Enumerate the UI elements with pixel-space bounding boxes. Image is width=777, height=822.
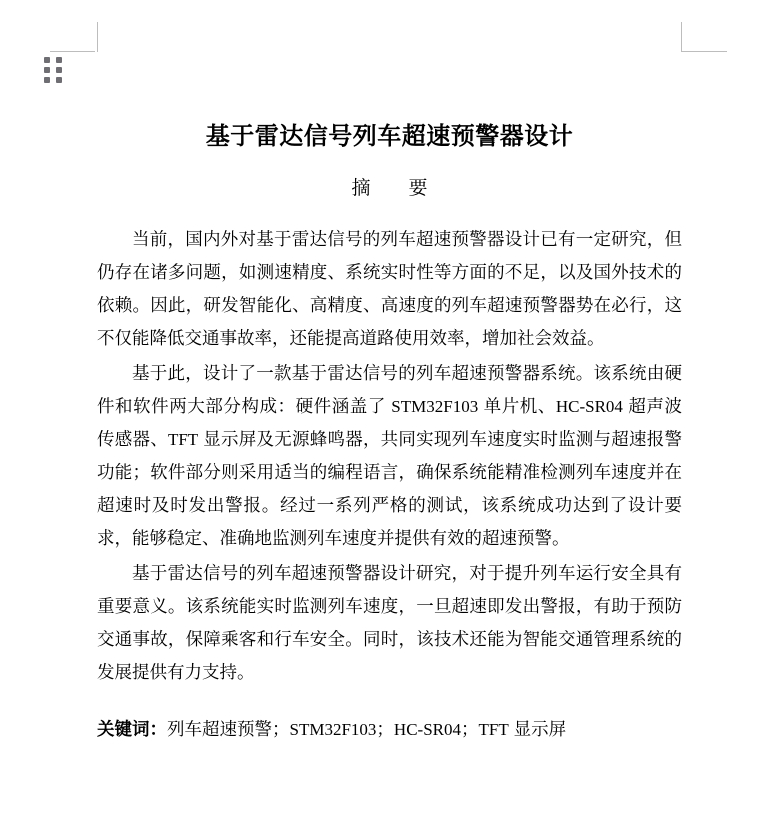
abstract-paragraph-2	[97, 357, 682, 555]
drag-handle-dot	[56, 57, 62, 63]
latin-term: STM32F103	[289, 720, 377, 739]
abstract-paragraph-3: 基于雷达信号的列车超速预警器设计研究，对于提升列车运行安全具有重要意义。该系统能实时监测列车速度，一旦超速即发出警报，有助于预防交通事故，保障乘客和行车安全。同时，该技术还能为智能交通管理系统的发展提供有力支持。	[97, 563, 682, 682]
drag-handle-dot	[56, 77, 62, 83]
paragraph-list	[97, 204, 682, 689]
six-dot-drag-handle-icon[interactable]	[44, 57, 64, 84]
keywords-label: 关键词：	[97, 719, 167, 739]
cjk-run: 显示屏	[508, 719, 567, 739]
cjk-run: 超声波传感器、	[97, 396, 682, 449]
drag-handle-dot	[44, 77, 50, 83]
keywords-line	[97, 691, 682, 746]
cjk-run: ；	[376, 719, 394, 739]
page-title: 基于雷达信号列车超速预警器设计	[205, 123, 574, 150]
abstract-paragraph-1: 当前，国内外对基于雷达信号的列车超速预警器设计已有一定研究，但仍存在诸多问题，如测速精度、系统实时性等方面的不足，以及国外技术的依赖。因此，研发智能化、高精度、高速度的列车超速预警器势在必行，这不仅能降低交通事故率，还能提高道路使用效率，增加社会效益。	[97, 229, 682, 348]
cjk-run: 显示屏及无源蜂鸣器，共同实现列车速度实时监测与超速报警功能；软件部分则采用适当的编程语言，确保系统能精准检测列车速度并在超速时及时发出警报。经过一系列严格的测试，该系统成功达到了设计要求，能够稳定、准确地监测列车速度并提供有效的超速预警。	[97, 429, 683, 548]
latin-term: HC-SR04	[555, 397, 623, 416]
drag-handle-dot	[44, 57, 50, 63]
latin-term: TFT	[478, 720, 509, 739]
cjk-run: 单片机、	[478, 396, 556, 416]
margin-corner-mark-left-icon	[50, 22, 98, 52]
drag-handle-dot	[44, 67, 50, 73]
margin-mark-horizontal-rule	[50, 51, 95, 52]
margin-corner-mark-right-icon	[681, 22, 729, 52]
document-text-body	[97, 0, 682, 746]
cjk-run: ；	[461, 719, 479, 739]
keywords-value	[167, 719, 566, 739]
latin-term: HC-SR04	[393, 720, 461, 739]
margin-mark-horizontal-rule	[682, 51, 727, 52]
cjk-run: 列车超速预警；	[167, 719, 290, 739]
section-heading-abstract: 摘 要	[351, 178, 428, 199]
drag-handle-dot	[56, 67, 62, 73]
latin-term: STM32F103	[391, 397, 479, 416]
cjk-run: 基于此，设计了一款基于雷达信号的列车超速预警器系统。该系统由硬件和软件两大部分构成：硬件涵盖了	[97, 363, 682, 416]
latin-term: TFT	[167, 430, 199, 449]
